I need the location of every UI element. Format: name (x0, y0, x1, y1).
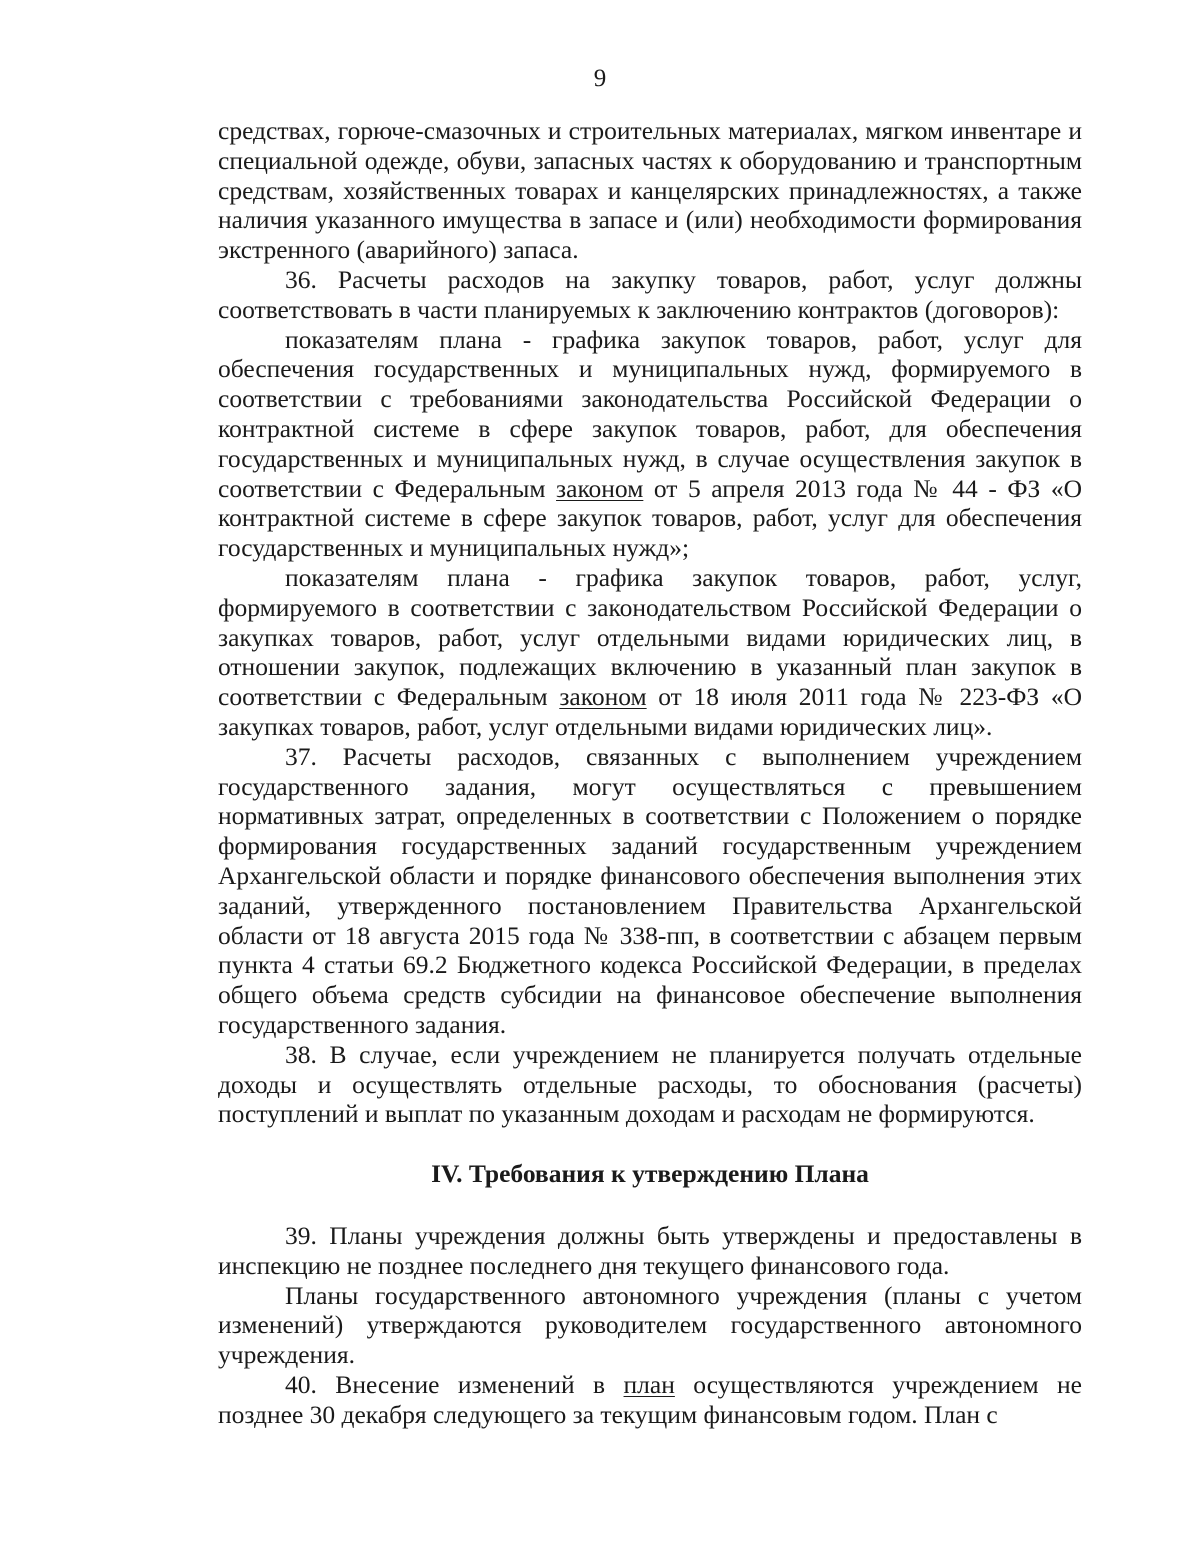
plan-link[interactable]: план (623, 1370, 675, 1400)
paragraph-36-item-b-text: показателям плана - графика закупок товаров, работ, услуг, формируемого в соответствии с законодательством Российской Федерации о закупках товаров, работ, услуг отдельными видами юридических лиц, в отношении закупок, подлежащих включению в указанный план закупок в соответствии с Федеральным (218, 562, 1082, 712)
paragraph-36-item-a (218, 325, 1082, 563)
paragraph-40 (218, 1370, 1082, 1430)
paragraph-39: 39. Планы учреждения должны быть утверждены и предоставлены в инспекцию не позднее последнего дня текущего финансового года. (218, 1221, 1082, 1280)
paragraph-continuation: средствах, горюче-смазочных и строительных материалах, мягком инвентаре и специальной одежде, обуви, запасных частях к оборудованию и транспортным средствам, хозяйственных товарах и канцелярских принадлежностях, а также наличия указанного имущества в запасе и (или) необходимости формирования экстренного (аварийного) запаса. (218, 116, 1082, 265)
law-44-fz-link[interactable]: законом (556, 473, 644, 503)
paragraph-36-item-b (218, 563, 1082, 742)
paragraph-38: 38. В случае, если учреждением не планируется получать отдельные доходы и осуществлять отдельные расходы, то обоснования (расчеты) поступлений и выплат по указанным доходам и расходам не формируются. (218, 1039, 1082, 1129)
paragraph-39-second: Планы государственного автономного учреждения (планы с учетом изменений) утверждаются руководителем государственного автономного учреждения. (218, 1280, 1082, 1370)
paragraph-36: 36. Расчеты расходов на закупку товаров, работ, услуг должны соответствовать в части планируемых к заключению контрактов (договоров): (218, 264, 1082, 324)
document-body (218, 116, 1082, 1430)
paragraph-40-text: 40. Внесение изменений в (285, 1370, 624, 1400)
paragraph-36-item-a-text-end: от 5 апреля 2013 года № 44 - ФЗ «О контрактной системе в сфере закупок товаров, работ, услуг для обеспечения государственных и муниципальных нужд»; (218, 473, 1083, 563)
paragraph-36-item-b-text-end: от 18 июля 2011 года № 223-ФЗ «О закупках товаров, работ, услуг отдельными видами юридических лиц». (218, 682, 1082, 741)
law-223-fz-link[interactable]: законом (559, 682, 647, 712)
page-number: 9 (593, 65, 607, 92)
paragraph-40-text-end: осуществляются учреждением не позднее 30 декабря следующего за текущим финансовым годом. План с (218, 1370, 1082, 1429)
paragraph-37: 37. Расчеты расходов, связанных с выполнением учреждением государственного задания, могут осуществляться с превышением нормативных затрат, определенных в соответствии с Положением о порядке формирования государственных заданий государственным учреждением Архангельской области и порядке финансового обеспечения выполнения этих заданий, утвержденного постановлением Правительства Архангельской области от 18 августа 2015 года № 338-пп, в соответствии с абзацем первым пункта 4 статьи 69.2 Бюджетного кодекса Российской Федерации, в пределах общего объема средств субсидии на финансовое обеспечение выполнения государственного задания. (218, 741, 1082, 1039)
section-title: IV. Требования к утверждению Плана (431, 1159, 869, 1189)
paragraph-36-item-a-text: показателям плана - графика закупок товаров, работ, услуг для обеспечения государственных и муниципальных нужд, формируемого в соответствии с требованиями законодательства Российской Федерации о контрактной системе в сфере закупок товаров, работ, для обеспечения государственных и муниципальных нужд, в случае осуществления закупок в соответствии с Федеральным (218, 324, 1082, 503)
